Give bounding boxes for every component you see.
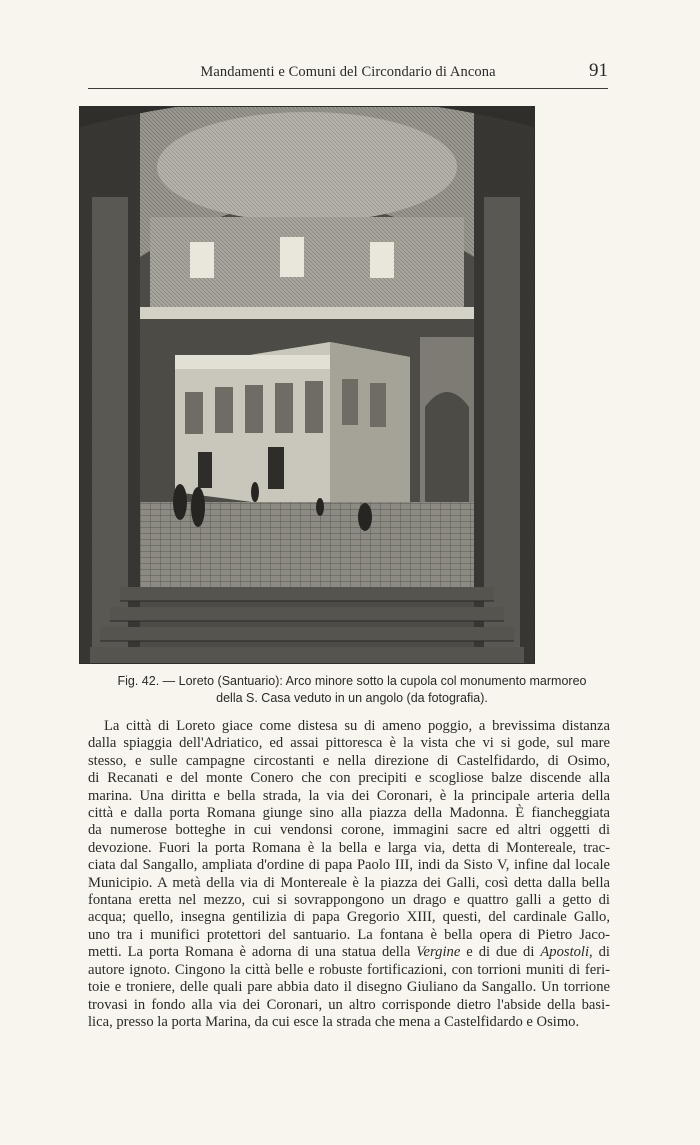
caption-line-2: della S. Casa veduto in un angolo (da fotografia). xyxy=(216,691,488,705)
figure-caption xyxy=(60,673,644,707)
body-line: lica, presso la porta Marina, da cui esce la strada che mena a Castelfidardo e Osimo. xyxy=(88,1013,580,1030)
body-line: autore ignoto. Cingono la città belle e robuste fortificazioni, con torrioni muniti di feri- xyxy=(88,961,610,978)
caption-line-1: Fig. 42. — Loreto (Santuario): Arco minore sotto la cupola col monumento marmoreo xyxy=(117,674,587,688)
italic-apostoli: Apostoli xyxy=(540,944,590,961)
page-header xyxy=(88,58,608,89)
body-line: stesso, e sulle campagne circostanti e nella direzione di Castelfidardo, di Osimo, xyxy=(88,752,610,769)
body-line: La città di Loreto giace come distesa su di ameno poggio, a brevissima distanza xyxy=(104,718,610,734)
italic-vergine: Vergine xyxy=(416,944,461,961)
body-line: trovasi in fondo alla via dei Coronari, un altro corrisponde dietro l'abside della basi- xyxy=(88,996,610,1013)
body-line: uno tra i munifici protettori del santuario. La fontana è bella opera di Pietro Jaco- xyxy=(88,926,610,943)
body-line: acqua; quello, insegna gentilizia di papa Gregorio XIII, questi, del cardinale Gallo, xyxy=(88,909,610,926)
body-line: ciata dal Sangallo, ampliata d'ordine di papa Paolo III, indi da Sisto V, infine dal locale xyxy=(88,857,610,874)
body-line: devozione. Fuori la porta Romana è la bella e larga via, detta di Montereale, trac- xyxy=(88,839,610,856)
page-number: 91 xyxy=(589,60,608,81)
engraving-illustration xyxy=(80,107,534,663)
body-line: dalla spiaggia dell'Adriatico, ed assai pittoresca è la vista che vi si gode, sul mare xyxy=(88,735,610,752)
line14-text-c: , di xyxy=(589,944,610,961)
line14-text-b: e di due di xyxy=(460,944,541,961)
body-line: città e dalla porta Romana giunge sino alla piazza della Madonna. È fiancheggiata xyxy=(88,805,610,822)
body-line: da numerose botteghe in cui vendonsi corone, immagini sacre ed altri oggetti di xyxy=(88,822,610,839)
body-line: marina. Una diritta e bella strada, la via dei Coronari, è la principale arteria della xyxy=(88,787,610,804)
body-line: Municipio. A metà della via di Montereale è la piazza dei Galli, così detta dalla bella xyxy=(88,874,610,891)
running-head: Mandamenti e Comuni del Circondario di Ancona xyxy=(200,64,496,80)
body-line: toie e troniere, delle quali pare abbia dato il disegno Giuliano da Sangallo. Un torrione xyxy=(88,979,610,996)
figure-engraving xyxy=(79,106,535,664)
body-paragraph xyxy=(88,718,610,1031)
body-line: di Recanati e del monte Conero che con precipiti e scogliose balze discende alla xyxy=(88,770,610,787)
line14-text-a: metti. La porta Romana è adorna di una statua della xyxy=(88,944,417,961)
body-line-14 xyxy=(88,944,610,961)
body-line: fontana eretta nel mezzo, cui si sovrappongono un drago e quattro galli a getto di xyxy=(88,892,610,909)
